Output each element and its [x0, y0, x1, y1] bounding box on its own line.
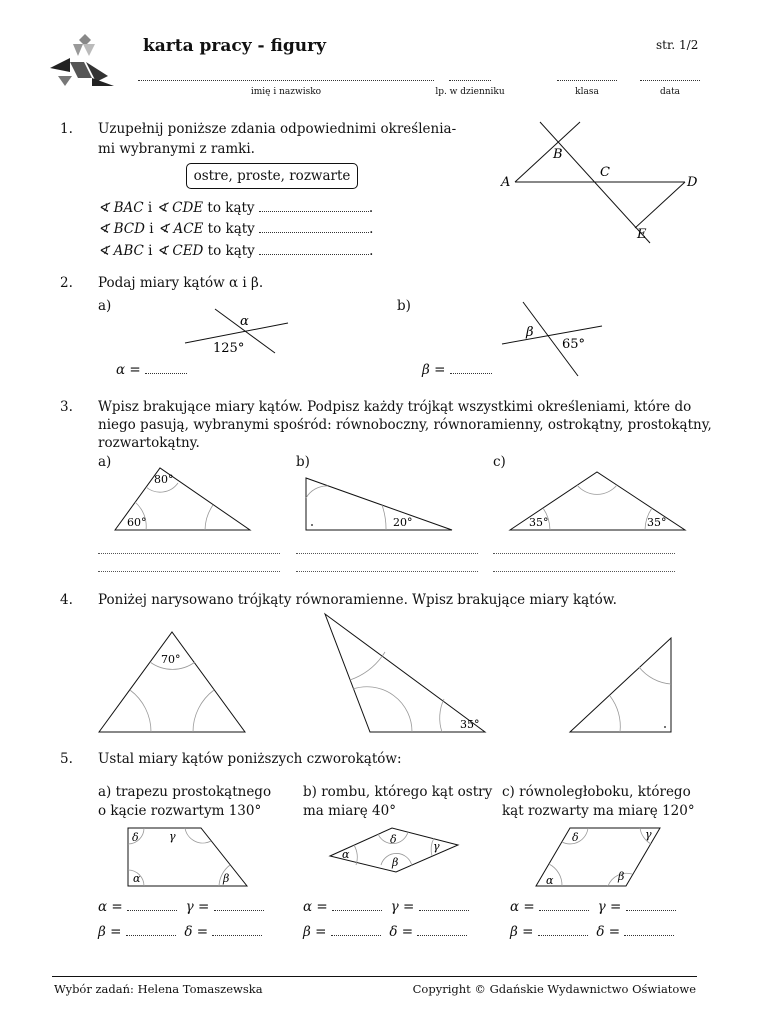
q5-a-text-2: o kącie rozwartym 130°	[98, 803, 262, 819]
angle-name: ∢ BCD	[98, 221, 145, 237]
q1-row: ∢ BAC i ∢ CDE to kąty .	[98, 200, 374, 216]
answer-blank[interactable]	[259, 243, 369, 255]
answer-blank[interactable]	[419, 899, 469, 911]
q5-b-text-2: ma miarę 40°	[303, 803, 396, 819]
alpha-label: α	[240, 314, 249, 329]
q5-c-answers: α = γ =	[510, 898, 700, 916]
answer-blank[interactable]	[126, 924, 176, 936]
q5-a-text-1: a) trapezu prostokątnego	[98, 784, 272, 800]
q3-text-1: Wpisz brakujące miary kątów. Podpisz każdy trójkąt wszystkimi określeniami, które do	[98, 399, 692, 415]
answer-line[interactable]	[296, 553, 478, 554]
q1-figure	[495, 118, 715, 248]
angle-name: ∢ CED	[156, 243, 204, 259]
q5-rhombus	[326, 820, 462, 874]
q3-b-label: b)	[296, 454, 310, 470]
q1-row: ∢ BCD i ∢ ACE to kąty .	[98, 221, 374, 237]
angle-80-label: 80°	[154, 473, 174, 486]
q2-text: Podaj miary kątów α i β.	[98, 275, 264, 291]
answer-blank[interactable]	[214, 899, 264, 911]
delta-label: δ	[390, 833, 397, 846]
q3-triangle-c	[505, 468, 690, 534]
q1-word-box: ostre, proste, rozwarte	[186, 163, 358, 189]
delta-label: δ	[572, 831, 579, 844]
answer-line[interactable]	[493, 553, 675, 554]
q5-b-answers: α = γ =	[303, 898, 493, 916]
delta-label: δ	[132, 831, 139, 844]
q5-b-text-1: b) rombu, którego kąt ostry	[303, 784, 493, 800]
q5-c-answers-2: β = δ =	[510, 923, 700, 941]
beta-label: β	[392, 856, 399, 869]
answer-blank[interactable]	[539, 899, 589, 911]
answer-blank[interactable]	[417, 924, 467, 936]
answer-blank[interactable]	[145, 362, 187, 374]
angle-65-label: 65°	[562, 337, 586, 352]
q3-text-3: rozwartokątny.	[98, 435, 200, 451]
answer-blank[interactable]	[450, 362, 492, 374]
answer-blank[interactable]	[259, 221, 369, 233]
q4-triangle-3	[565, 634, 677, 736]
q3-c-label: c)	[493, 454, 506, 470]
q2-answer-b: β =	[422, 361, 492, 379]
answer-blank[interactable]	[538, 924, 588, 936]
q3-text-2: niego pasują, wybranymi spośród: równoboczny, równoramienny, ostrokątny, prostokątny,	[98, 417, 712, 433]
point-a-label: A	[501, 175, 511, 190]
answer-blank[interactable]	[212, 924, 262, 936]
q5-a-answers: α = γ =	[98, 898, 288, 916]
point-e-label: E	[637, 227, 647, 242]
q1-row: ∢ ABC i ∢ CED to kąty .	[98, 243, 374, 259]
q2-figure-a	[180, 305, 300, 357]
answer-blank[interactable]	[332, 899, 382, 911]
footer-divider	[52, 976, 697, 977]
angle-125-label: 125°	[213, 341, 245, 356]
q3-triangle-b	[300, 474, 460, 534]
point-c-label: C	[600, 165, 610, 180]
answer-line[interactable]	[98, 571, 280, 572]
gamma-label: γ	[433, 840, 440, 853]
q3-number: 3.	[60, 399, 73, 415]
q1-number: 1.	[60, 121, 73, 137]
q1-text-1: Uzupełnij poniższe zdania odpowiednimi określenia-	[98, 121, 457, 137]
beta-label: β	[223, 872, 230, 885]
point-b-label: B	[553, 147, 563, 162]
q4-triangle-2	[320, 610, 490, 736]
answer-blank[interactable]	[259, 200, 369, 212]
q5-number: 5.	[60, 751, 73, 767]
q5-c-text-1: c) równoległoboku, którego	[502, 784, 691, 800]
angle-name: ∢ ACE	[157, 221, 204, 237]
q2-b-label: b)	[397, 298, 411, 314]
footer-copyright: Copyright © Gdańskie Wydawnictwo Oświatowe	[412, 982, 696, 996]
q4-number: 4.	[60, 592, 73, 608]
q5-text: Ustal miary kątów poniższych czworokątów:	[98, 751, 402, 767]
page-number: str. 1/2	[656, 38, 699, 52]
answer-blank[interactable]	[127, 899, 177, 911]
angle-35-right-label: 35°	[647, 516, 667, 529]
q2-a-label: a)	[98, 298, 112, 314]
alpha-label: α	[133, 872, 141, 885]
field-number-label: lp. w dzienniku	[435, 87, 505, 97]
angle-35-left-label: 35°	[529, 516, 549, 529]
gamma-label: γ	[645, 828, 652, 841]
angle-70-label: 70°	[161, 653, 181, 666]
q2-answer-a: α =	[116, 361, 187, 379]
gamma-label: γ	[169, 830, 176, 843]
footer-author: Wybór zadań: Helena Tomaszewska	[54, 982, 263, 996]
angle-name: ∢ CDE	[156, 200, 204, 216]
q3-a-label: a)	[98, 454, 112, 470]
page-title: karta pracy - figury	[143, 36, 326, 56]
angle-20-label: 20°	[393, 516, 413, 529]
answer-line[interactable]	[98, 553, 280, 554]
alpha-label: α	[546, 874, 554, 887]
q4-text: Poniżej narysowano trójkąty równoramienne. Wpisz brakujące miary kątów.	[98, 592, 617, 608]
q4-triangle-1	[95, 628, 250, 736]
q5-c-text-2: kąt rozwarty ma miarę 120°	[502, 803, 695, 819]
angle-name: ∢ ABC	[98, 243, 144, 259]
q5-a-answers-2: β = δ =	[98, 923, 288, 941]
beta-label: β	[618, 870, 625, 883]
answer-line[interactable]	[493, 571, 675, 572]
angle-60-label: 60°	[127, 516, 147, 529]
q3-triangle-a	[110, 460, 255, 535]
beta-label: β	[526, 325, 534, 340]
field-class-label: klasa	[575, 87, 599, 97]
answer-blank[interactable]	[626, 899, 676, 911]
q5-trapezoid	[123, 822, 253, 890]
point-d-label: D	[687, 175, 698, 190]
angle-35-label: 35°	[460, 718, 480, 731]
angle-name: ∢ BAC	[98, 200, 144, 216]
alpha-label: α	[342, 848, 350, 861]
q2-number: 2.	[60, 275, 73, 291]
q1-text-2: mi wybranymi z ramki.	[98, 141, 255, 157]
answer-blank[interactable]	[624, 924, 674, 936]
field-name-label: imię i nazwisko	[250, 87, 322, 97]
answer-line[interactable]	[296, 571, 478, 572]
q5-parallelogram	[532, 822, 664, 890]
field-date-label: data	[659, 87, 681, 97]
logo	[48, 32, 116, 88]
q5-b-answers-2: β = δ =	[303, 923, 493, 941]
answer-blank[interactable]	[331, 924, 381, 936]
q2-figure-b	[498, 298, 608, 380]
